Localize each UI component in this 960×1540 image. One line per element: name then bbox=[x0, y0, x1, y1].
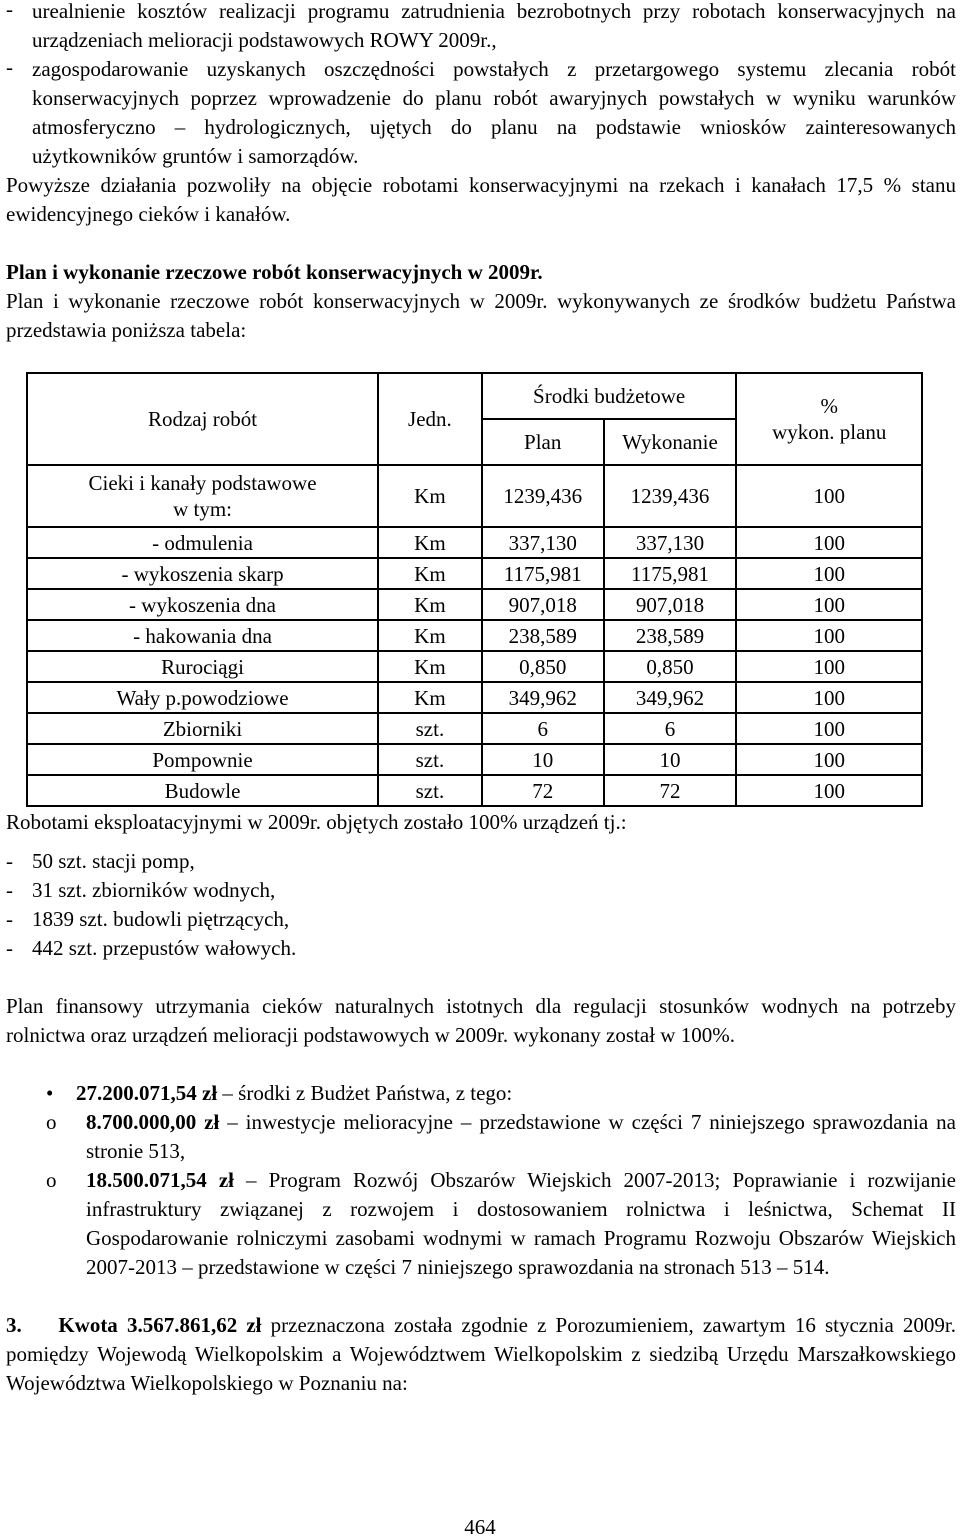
dash-mark: - bbox=[6, 849, 13, 873]
sub-bullet-text: – inwestycje melioracyjne – przedstawione w części 7 niniejszego sprawozdania na stronie 513, bbox=[86, 1110, 956, 1163]
list-item bbox=[6, 1079, 956, 1108]
header-budget: Środki budżetowe bbox=[482, 373, 737, 419]
row-unit: Km bbox=[378, 558, 482, 589]
row-name: Cieki i kanały podstawowe bbox=[88, 471, 317, 495]
table-row bbox=[27, 682, 922, 713]
row-plan: 6 bbox=[482, 713, 604, 744]
amount: 27.200.071,54 zł bbox=[76, 1081, 218, 1105]
row-name: - wykoszenia skarp bbox=[27, 558, 378, 589]
dash-mark: - bbox=[6, 878, 13, 902]
bullet-text: – środki z Budżet Państwa, z tego: bbox=[217, 1081, 513, 1105]
table-row bbox=[27, 558, 922, 589]
header-pct-symbol: % bbox=[820, 394, 838, 418]
list-item bbox=[6, 934, 956, 963]
list-item bbox=[6, 876, 956, 905]
row-exec: 6 bbox=[604, 713, 737, 744]
row-unit: szt. bbox=[378, 744, 482, 775]
row-name: - odmulenia bbox=[27, 527, 378, 558]
row-unit: Km bbox=[378, 465, 482, 527]
amount: Kwota 3.567.861,62 zł bbox=[58, 1313, 262, 1337]
table-row bbox=[27, 651, 922, 682]
section-number: 3. bbox=[6, 1313, 22, 1337]
row-plan: 1175,981 bbox=[482, 558, 604, 589]
row-plan: 1239,436 bbox=[482, 465, 604, 527]
circle-mark: o bbox=[46, 1110, 57, 1134]
table-row bbox=[27, 744, 922, 775]
row-name: Wały p.powodziowe bbox=[27, 682, 378, 713]
dash-text-1: urealnienie kosztów realizacji programu zatrudnienia bezrobotnych przy robotach konserwacyjnych na urządzeniach melioracji podstawowych ROWY 2009r., bbox=[32, 0, 956, 52]
row-name: - wykoszenia dna bbox=[27, 589, 378, 620]
row-pct: 100 bbox=[736, 589, 922, 620]
row-plan: 238,589 bbox=[482, 620, 604, 651]
list-item bbox=[6, 905, 956, 934]
dash-mark: - bbox=[6, 936, 13, 960]
dash-mark: - bbox=[6, 55, 13, 79]
list-item-text: 50 szt. stacji pomp, bbox=[32, 849, 195, 873]
paragraph-3 bbox=[6, 1311, 956, 1398]
list-item bbox=[6, 55, 956, 171]
amount: 8.700.000,00 zł bbox=[86, 1110, 220, 1134]
row-unit: Km bbox=[378, 527, 482, 558]
header-plan: Plan bbox=[482, 419, 604, 465]
row-plan: 10 bbox=[482, 744, 604, 775]
row-exec: 349,962 bbox=[604, 682, 737, 713]
row-pct: 100 bbox=[736, 713, 922, 744]
dash-mark: - bbox=[6, 0, 13, 21]
list-item-text: 31 szt. zbiorników wodnych, bbox=[32, 878, 276, 902]
exploit-list bbox=[6, 847, 956, 963]
table-row bbox=[27, 775, 922, 806]
list-item-text: 442 szt. przepustów wałowych. bbox=[32, 936, 297, 960]
row-plan: 349,962 bbox=[482, 682, 604, 713]
list-item bbox=[6, 0, 956, 55]
row-name: - hakowania dna bbox=[27, 620, 378, 651]
table-row bbox=[27, 527, 922, 558]
row-pct: 100 bbox=[736, 682, 922, 713]
header-exec: Wykonanie bbox=[604, 419, 737, 465]
list-item bbox=[6, 847, 956, 876]
header-pct bbox=[736, 373, 922, 465]
table-row bbox=[27, 620, 922, 651]
list-item bbox=[6, 1108, 956, 1166]
after-table bbox=[6, 808, 956, 1398]
row-name: Budowle bbox=[27, 775, 378, 806]
page-number: 464 bbox=[464, 1515, 496, 1539]
section-heading: Plan i wykonanie rzeczowe robót konserwacyjnych w 2009r. bbox=[6, 260, 543, 284]
row-pct: 100 bbox=[736, 620, 922, 651]
row-name: Zbiorniki bbox=[27, 713, 378, 744]
paragraph: Robotami eksploatacyjnymi w 2009r. objętych zostało 100% urządzeń tj.: bbox=[6, 810, 627, 834]
row-exec: 72 bbox=[604, 775, 737, 806]
amount: 18.500.071,54 zł bbox=[86, 1168, 234, 1192]
row-pct: 100 bbox=[736, 558, 922, 589]
row-exec: 238,589 bbox=[604, 620, 737, 651]
paragraph: Powyższe działania pozwoliły na objęcie robotami konserwacyjnymi na rzekach i kanałach 17,5 % stanu ewidencyjnego cieków i kanałów. bbox=[6, 173, 956, 226]
row-name: Rurociągi bbox=[27, 651, 378, 682]
row-pct: 100 bbox=[736, 651, 922, 682]
list-item bbox=[6, 1166, 956, 1282]
page-top bbox=[6, 0, 956, 345]
table-row bbox=[27, 465, 922, 527]
circle-mark: o bbox=[46, 1168, 57, 1192]
dash-text-2: zagospodarowanie uzyskanych oszczędności powstałych z przetargowego systemu zlecania robót konserwacyjnych poprzez wprowadzenie do planu robót awaryjnych powstałych w wyniku warunków atmosferyczno – hydrologicznych, ujętych do planu na podstawie wniosków zainteresowanych użytkowników gruntów i samorządów. bbox=[32, 57, 956, 168]
row-exec: 0,850 bbox=[604, 651, 737, 682]
table-row bbox=[27, 589, 922, 620]
paragraph: Plan i wykonanie rzeczowe robót konserwacyjnych w 2009r. wykonywanych ze środków budżetu Państwa przedstawia poniższa tabela: bbox=[6, 289, 956, 342]
row-exec: 1239,436 bbox=[604, 465, 737, 527]
row-plan: 0,850 bbox=[482, 651, 604, 682]
row-pct: 100 bbox=[736, 465, 922, 527]
sub-bullet-text: – Program Rozwój Obszarów Wiejskich 2007-2013; Poprawianie i rozwijanie infrastruktury związanej z rozwojem i dostosowaniem rolnictwa i leśnictwa, Schemat II Gospodarowanie rolniczymi zasobami wodnymi w ramach Programu Rozwoju Obszarów Wiejskich 2007-2013 – przedstawione w części 7 niniejszego sprawozdania na stronach 513 – 514. bbox=[86, 1168, 956, 1279]
row-unit: Km bbox=[378, 682, 482, 713]
row-name: Pompownie bbox=[27, 744, 378, 775]
row-pct: 100 bbox=[736, 775, 922, 806]
row-exec: 1175,981 bbox=[604, 558, 737, 589]
row-pct: 100 bbox=[736, 744, 922, 775]
row-pct: 100 bbox=[736, 527, 922, 558]
row-unit: szt. bbox=[378, 713, 482, 744]
header-unit: Jedn. bbox=[378, 373, 482, 465]
row-unit: Km bbox=[378, 651, 482, 682]
row-plan: 337,130 bbox=[482, 527, 604, 558]
table-row bbox=[27, 713, 922, 744]
works-table bbox=[26, 372, 923, 807]
row-unit: Km bbox=[378, 589, 482, 620]
list-item-text: 1839 szt. budowli piętrzących, bbox=[32, 907, 290, 931]
paragraph: Plan finansowy utrzymania cieków naturalnych istotnych dla regulacji stosunków wodnych na potrzeby rolnictwa oraz urządzeń melioracji podstawowych w 2009r. wykonany został w 100%. bbox=[6, 994, 956, 1047]
header-type: Rodzaj robót bbox=[27, 373, 378, 465]
row-name-sub: w tym: bbox=[173, 497, 232, 521]
row-unit: Km bbox=[378, 620, 482, 651]
row-exec: 907,018 bbox=[604, 589, 737, 620]
row-unit: szt. bbox=[378, 775, 482, 806]
dash-mark: - bbox=[6, 907, 13, 931]
bullet-mark: • bbox=[46, 1081, 54, 1105]
row-exec: 10 bbox=[604, 744, 737, 775]
paragraph-text: przeznaczona została zgodnie z Porozumieniem, zawartym 16 stycznia 2009r. pomiędzy Wojewodą Wielkopolskim a Województwem Wielkopolskim z siedzibą Urzędu Marszałkowskiego Województwa Wielkopolskiego w Poznaniu na: bbox=[6, 1313, 956, 1395]
row-plan: 72 bbox=[482, 775, 604, 806]
row-plan: 907,018 bbox=[482, 589, 604, 620]
row-exec: 337,130 bbox=[604, 527, 737, 558]
header-pct-label: wykon. planu bbox=[772, 420, 887, 444]
